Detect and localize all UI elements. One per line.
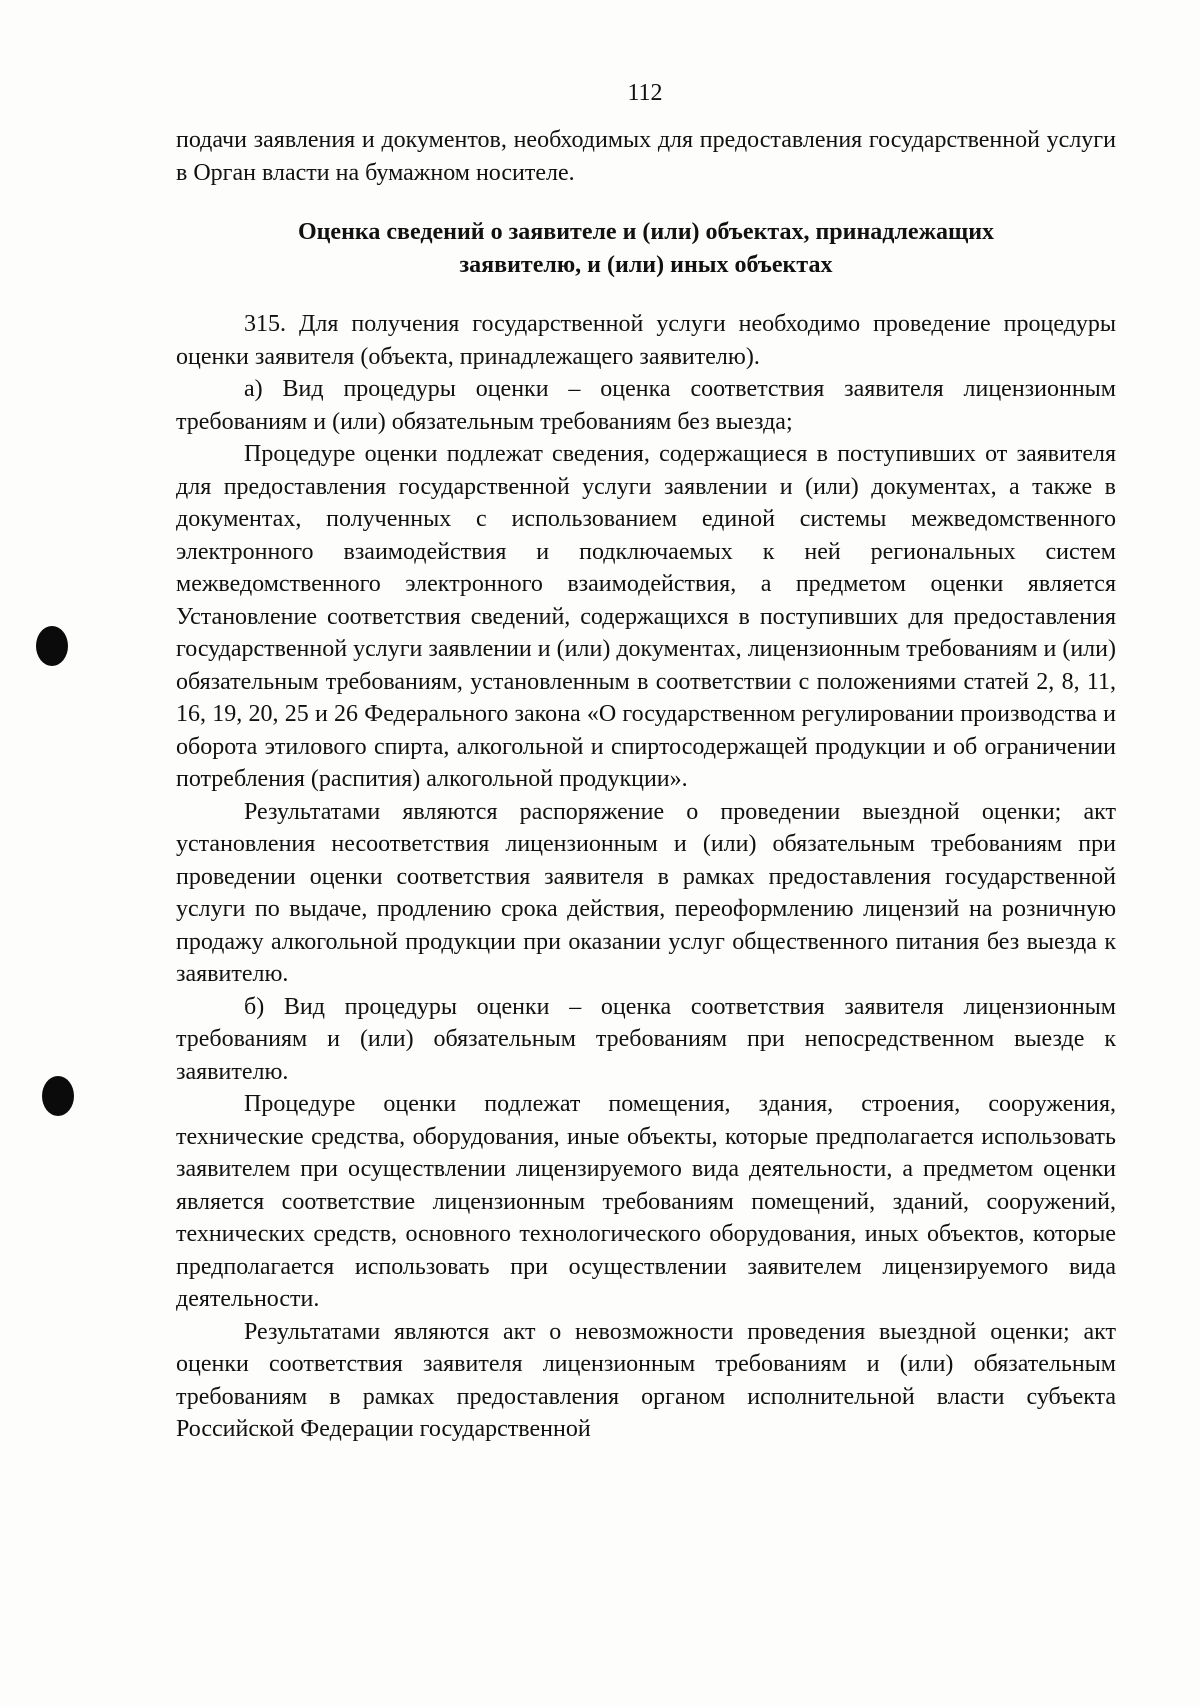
document-body — [176, 124, 1116, 1446]
section-heading-line-1: Оценка сведений о заявителе и (или) объектах, принадлежащих — [297, 219, 995, 245]
paragraph-results-a: Результатами являются распоряжение о проведении выездной оценки; акт установления несоответствия лицензионным и (или) обязательным требованиям при проведении оценки соответствия заявителя в рамках предоставления государственной услуги по выдаче, продлению срока действия, переоформлению лицензий на розничную продажу алкогольной продукции при оказании услуг общественного питания без выезда к заявителю. — [176, 798, 1116, 987]
paragraph-results-b: Результатами являются акт о невозможности проведения выездной оценки; акт оценки соответствия заявителя лицензионным требованиям и (или) обязательным требованиям в рамках предоставления органом исполнительной власти субъекта Российской Федерации государственной — [176, 1318, 1116, 1442]
page-number: 112 — [627, 80, 663, 106]
section-heading-line-2: заявителю, и (или) иных объектах — [459, 251, 833, 278]
section-heading — [176, 216, 1116, 281]
paragraph-assessment-subject-a: Процедуре оценки подлежат сведения, содержащиеся в поступивших от заявителя для предоставления государственной услуги заявлении и (или) документах, а также в документах, полученных с использованием единой системы межведомственного электронного взаимодействия и подключаемых к ней региональных систем межведомственного электронного взаимодействия, а предметом оценки является Установление соответствия сведений, содержащихся в поступивших для предоставления государственной услуги заявлении и (или) документах, лицензионным требованиям и (или) обязательным требованиям, установленным в соответствии с положениями статей 2, 8, 11, 16, 19, 20, 25 и 26 Федерального закона «О государственном регулировании производства и оборота этилового спирта, алкогольной и спиртосодержащей продукции и об ограничении потребления (распития) алкогольной продукции». — [176, 441, 1116, 792]
paragraph-315: 315. Для получения государственной услуги необходимо проведение процедуры оценки заявителя (объекта, принадлежащего заявителю). — [176, 311, 1116, 370]
paragraph-item-a: а) Вид процедуры оценки – оценка соответствия заявителя лицензионным требованиям и (или) обязательным требованиям без выезда; — [176, 376, 1116, 435]
paragraph-item-b: б) Вид процедуры оценки – оценка соответствия заявителя лицензионным требованиям и (или) обязательным требованиям при непосредственном выезде к заявителю. — [176, 993, 1116, 1085]
paragraph-assessment-subject-b: Процедуре оценки подлежат помещения, здания, строения, сооружения, технические средства, оборудования, иные объекты, которые предполагается использовать заявителем при осуществлении лицензируемого вида деятельности, а предметом оценки является соответствие лицензионным требованиям помещений, зданий, сооружений, технических средств, основного технологического оборудования, иных объектов, которые предполагается использовать при осуществлении заявителем лицензируемого вида деятельности. — [176, 1091, 1116, 1312]
intro-paragraph: подачи заявления и документов, необходимых для предоставления государственной услуги в Орган власти на бумажном носителе. — [176, 127, 1116, 186]
punch-hole-mark — [36, 626, 68, 666]
punch-hole-mark — [42, 1076, 74, 1116]
